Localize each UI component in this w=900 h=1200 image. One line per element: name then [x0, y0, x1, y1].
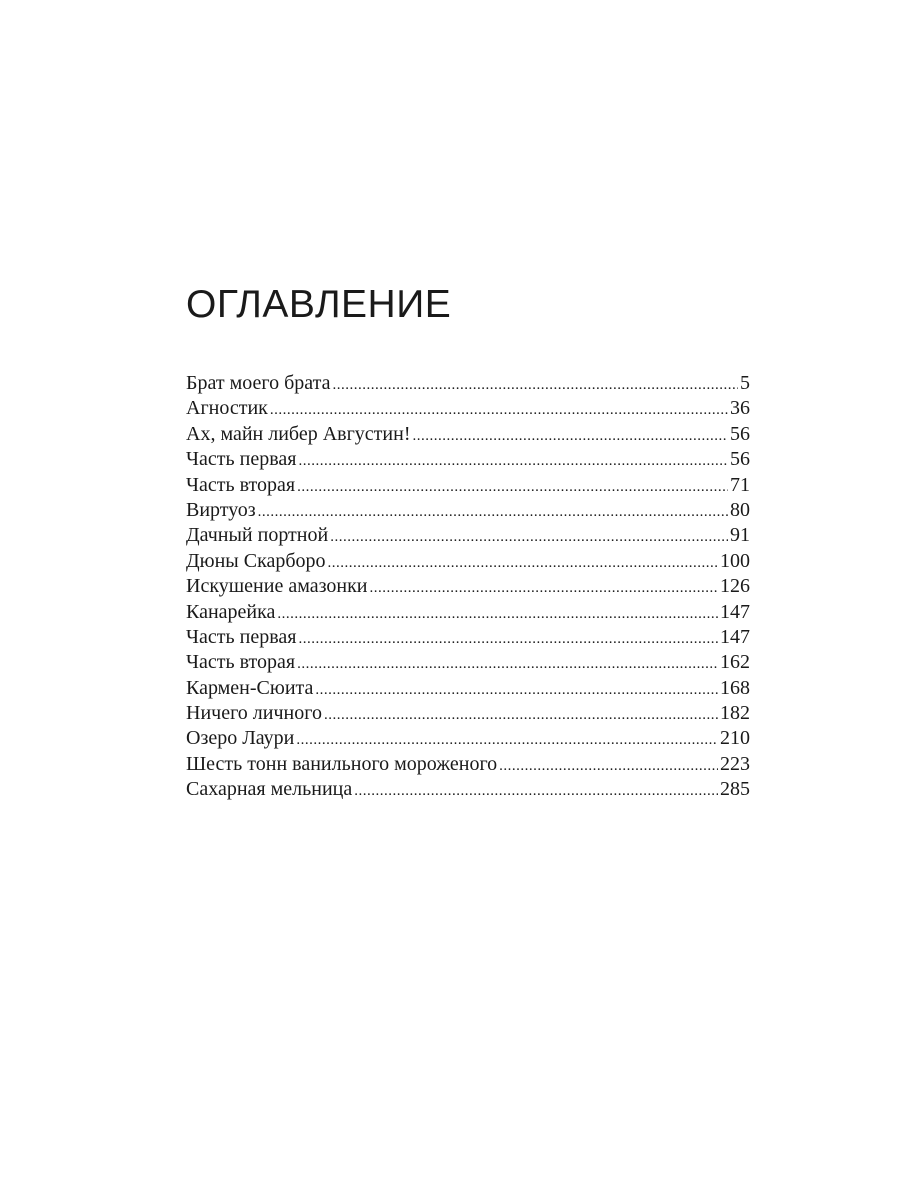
dot-leader [413, 424, 729, 449]
toc-entry [186, 701, 750, 726]
dot-leader [277, 602, 718, 627]
dot-leader [296, 728, 718, 753]
dot-leader [330, 525, 728, 550]
toc-page-number: 100 [720, 549, 750, 572]
toc-entry-title: Часть вторая [186, 651, 296, 674]
toc-page-number: 126 [720, 575, 750, 598]
toc-entry-title: Дюны Скарборо [186, 549, 326, 572]
toc-entry [186, 473, 750, 498]
toc-entry [186, 498, 750, 523]
toc-page-number: 36 [730, 397, 750, 420]
dot-leader [354, 779, 718, 804]
toc-page-number: 210 [720, 727, 750, 750]
toc-entry-title: Часть вторая [186, 473, 296, 496]
toc-entry [186, 447, 750, 472]
dot-leader [499, 754, 718, 779]
toc-page-number: 223 [720, 752, 750, 775]
toc-page-number: 147 [720, 600, 750, 623]
table-of-contents [186, 371, 750, 803]
toc-entry-title: Шесть тонн ванильного мороженого [186, 752, 498, 775]
toc-entry [186, 422, 750, 447]
toc-entry-title: Виртуоз [186, 498, 256, 521]
toc-entry [186, 625, 750, 650]
toc-entry-title: Ах, майн либер Августин! [186, 422, 411, 445]
toc-entry-title: Часть первая [186, 448, 297, 471]
dot-leader [370, 576, 719, 601]
toc-page-number: 71 [730, 473, 750, 496]
dot-leader [297, 475, 728, 500]
toc-entry-title: Сахарная мельница [186, 778, 353, 801]
toc-page-number: 285 [720, 778, 750, 801]
toc-entry [186, 726, 750, 751]
toc-entry [186, 752, 750, 777]
toc-entry [186, 549, 750, 574]
toc-entry-title: Озеро Лаури [186, 727, 295, 750]
toc-page-number: 147 [720, 625, 750, 648]
toc-entry [186, 600, 750, 625]
toc-entry-title: Ничего личного [186, 702, 322, 725]
page-title: ОГЛАВЛЕНИЕ [186, 283, 452, 326]
toc-entry [186, 523, 750, 548]
toc-page-number: 168 [720, 676, 750, 699]
toc-entry [186, 676, 750, 701]
toc-page-number: 56 [730, 422, 750, 445]
toc-entry-title: Дачный портной [186, 524, 329, 547]
dot-leader [315, 678, 718, 703]
dot-leader [298, 449, 728, 474]
toc-entry-title: Кармен-Сюита [186, 676, 314, 699]
toc-entry-title: Брат моего брата [186, 372, 331, 394]
dot-leader [298, 627, 718, 652]
toc-entry [186, 650, 750, 675]
toc-page-number: 5 [740, 372, 750, 394]
toc-entry-title: Искушение амазонки [186, 575, 368, 598]
toc-page-number: 162 [720, 651, 750, 674]
toc-entry [186, 396, 750, 421]
toc-page-number: 80 [730, 498, 750, 521]
toc-page-number: 56 [730, 448, 750, 471]
toc-entry-title: Часть первая [186, 625, 297, 648]
toc-page-number: 91 [730, 524, 750, 547]
dot-leader [332, 373, 738, 398]
dot-leader [270, 398, 728, 423]
toc-entry-title: Канарейка [186, 600, 276, 623]
toc-entry [186, 574, 750, 599]
dot-leader [328, 551, 718, 576]
dot-leader [324, 703, 718, 728]
toc-entry-title: Агностик [186, 397, 268, 420]
dot-leader [258, 500, 728, 525]
toc-entry [186, 371, 750, 396]
toc-entry [186, 777, 750, 802]
dot-leader [297, 652, 718, 677]
toc-page-number: 182 [720, 702, 750, 725]
